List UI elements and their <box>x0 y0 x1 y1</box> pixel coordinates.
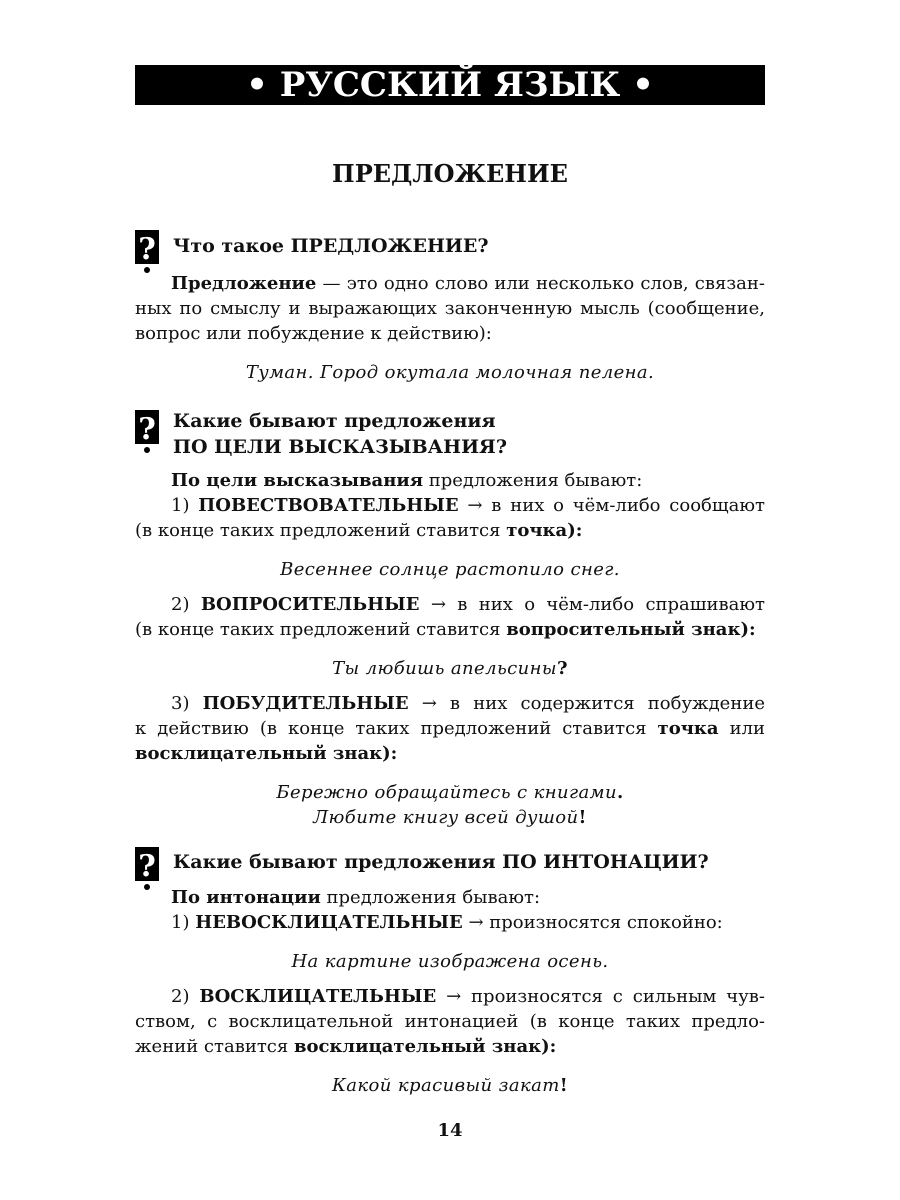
question-mark-icon <box>135 845 159 893</box>
page-number: 14 <box>437 1120 463 1141</box>
example-sentence: Какой красивый закат! <box>331 1075 569 1096</box>
example-sentence: Весеннее солнце растопило снег. <box>280 559 620 580</box>
example-sentence: Бережно обращайтесь с книгами. Любите книгу всей душой! <box>276 782 624 828</box>
section-intonation <box>135 845 765 1106</box>
example-sentence: Туман. Город окутала молочная пелена. <box>245 362 655 383</box>
example-sentence: На картине изображена осень. <box>291 951 609 972</box>
term-declarative: ПОВЕСТВОВАТЕЛЬНЫЕ <box>198 495 459 516</box>
section-what-is-sentence <box>135 228 765 393</box>
definition-term: Предложение <box>171 273 317 294</box>
purpose-list: По цели высказывания предложения бывают: 1) ПОВЕСТВОВАТЕЛЬНЫЕ → в них о чём-либо сообщают (в конце таких предложений ставится точка): <box>135 470 765 541</box>
example-sentence: Ты любишь апельсины? <box>332 658 568 679</box>
svg-text:?: ? <box>138 849 156 884</box>
purpose-item-2: 2) ВОПРОСИТЕЛЬНЫЕ → в них о чём-либо спрашивают (в конце таких предложений ставится вопросительный знак): <box>135 594 765 640</box>
svg-text:?: ? <box>138 412 156 447</box>
question-mark-icon <box>135 228 159 276</box>
svg-text:?: ? <box>138 232 156 267</box>
section-purpose <box>135 408 765 838</box>
term-imperative: ПОБУДИТЕЛЬНЫЕ <box>202 693 409 714</box>
intonation-list: По интонации предложения бывают: 1) НЕВОСКЛИЦАТЕЛЬНЫЕ → произносятся спокойно: <box>171 887 723 933</box>
question-mark-icon <box>135 408 159 456</box>
purpose-item-3: 3) ПОБУДИТЕЛЬНЫЕ → в них содержится побуждение к действию (в конце таких предложений ставится точка или восклицательный знак): <box>135 693 765 764</box>
definition-paragraph: Предложение — это одно слово или несколько слов, связан- ных по смыслу и выражающих законченную мысль (сообщение, вопрос или побуждение к действию): <box>135 273 765 344</box>
question-heading: Что такое ПРЕДЛОЖЕНИЕ? <box>173 235 489 257</box>
term-non-exclamatory: НЕВОСКЛИЦАТЕЛЬНЫЕ <box>195 912 463 933</box>
question-heading: Какие бывают предложения ПО ИНТОНАЦИИ? <box>173 851 709 873</box>
term-exclamatory: ВОСКЛИЦАТЕЛЬНЫЕ <box>199 986 437 1007</box>
term-interrogative: ВОПРОСИТЕЛЬНЫЕ <box>200 594 420 615</box>
page-title: ПРЕДЛОЖЕНИЕ <box>332 159 568 188</box>
question-heading: Какие бывают предложения ПО ЦЕЛИ ВЫСКАЗЫВАНИЯ? <box>173 410 507 458</box>
intonation-item-2: 2) ВОСКЛИЦАТЕЛЬНЫЕ → произносятся с сильным чув- ством, с восклицательной интонацией (в конце таких предло- жений ставится восклицательный знак): <box>135 986 765 1057</box>
section-banner: • РУССКИЙ ЯЗЫК • <box>135 65 765 105</box>
